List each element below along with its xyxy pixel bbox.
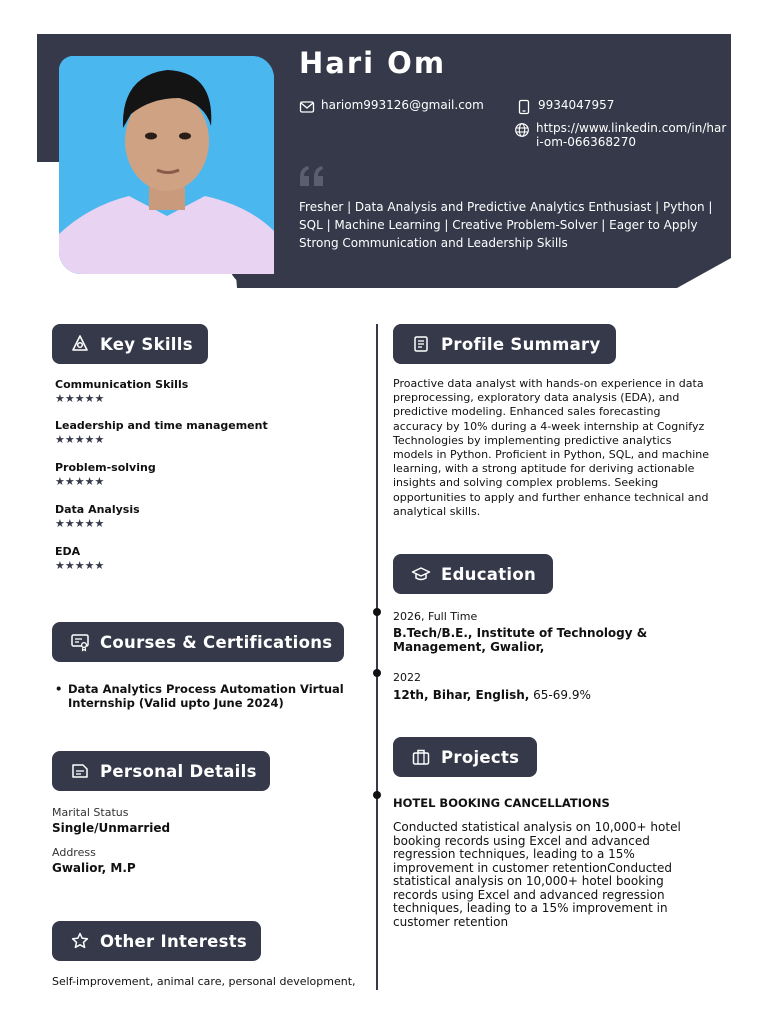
skill-rating: ★★★★★ (55, 392, 105, 405)
skills-icon (70, 334, 90, 354)
candidate-name: Hari Om (299, 46, 447, 80)
course-text: Data Analytics Process Automation Virtual Internship (Valid upto June 2024) (68, 682, 344, 710)
projects-heading (393, 737, 537, 777)
contact-linkedin[interactable] (514, 121, 729, 149)
contact-email[interactable] (299, 98, 484, 115)
project-description: Conducted statistical analysis on 10,000+ hotel booking records using Excel and advanced regression techniques, leading to a 15% improvement in customer retentionConducted statistical analysis on 10,000+ hotel booking records using Excel and advanced regression techniques, leading to a 15% improvement in customer retention (393, 820, 681, 929)
phone-icon (516, 99, 532, 115)
projects-title: Projects (441, 747, 520, 767)
contact-phone[interactable] (516, 98, 614, 115)
other-interests-title: Other Interests (100, 931, 248, 951)
profile-summary-text: Proactive data analyst with hands-on experience in data preprocessing, exploratory data analysis (EDA), and predictive modeling. Enhanced sales forecasting accuracy by 10% during a 4-week internship at Cognifyz Technologies by implementing predictive analytics models in Python. Proficient in Python, SQL, and machine learning, with a strong aptitude for deriving actionable insights and solving complex problems. Seeking opportunities to apply and further enhance technical and analytical skills. (393, 377, 710, 518)
key-skills-title: Key Skills (100, 334, 193, 354)
quote-icon (298, 164, 328, 188)
course-item (55, 683, 365, 711)
skill-rating: ★★★★★ (55, 433, 105, 446)
profile-summary-heading (393, 324, 616, 364)
graduation-cap-icon (411, 564, 431, 584)
marital-label: Marital Status (52, 806, 129, 819)
profile-tagline: Fresher | Data Analysis and Predictive Analytics Enthusiast | Python | SQL | Machine Learning | Creative Problem-Solver | Eager to Apply Strong Communication and Leadership Skills (299, 200, 713, 250)
education-heading (393, 554, 553, 594)
skill-rating: ★★★★★ (55, 517, 105, 530)
document-icon (411, 334, 431, 354)
education-meta: 2026, Full Time (393, 610, 478, 623)
skill-name: Leadership and time management (55, 419, 268, 432)
phone-text: 9934047957 (538, 98, 615, 112)
project-name: HOTEL BOOKING CANCELLATIONS (393, 796, 610, 810)
education-meta: 2022 (393, 671, 421, 684)
skill-name: EDA (55, 545, 81, 558)
education-title-text: B.Tech/B.E., Institute of Technology & Management, Gwalior, (393, 626, 648, 654)
timeline-dot (373, 791, 381, 799)
profile-photo (59, 56, 274, 274)
education-entry (393, 688, 591, 702)
star-outline-icon (70, 931, 90, 951)
address-value: Gwalior, M.P (52, 861, 136, 875)
certificate-icon (70, 632, 90, 652)
marital-value: Single/Unmarried (52, 821, 171, 835)
skill-rating: ★★★★★ (55, 559, 105, 572)
timeline-dot (373, 608, 381, 616)
email-text: hariom993126@gmail.com (321, 98, 484, 112)
skill-rating: ★★★★★ (55, 475, 105, 488)
skill-name: Problem-solving (55, 461, 156, 474)
profile-summary-title: Profile Summary (441, 334, 601, 354)
key-skills-heading (52, 324, 208, 364)
education-score: 65-69.9% (533, 688, 591, 702)
interests-text: Self-improvement, animal care, personal development, (52, 975, 356, 988)
courses-title: Courses & Certifications (100, 632, 333, 652)
briefcase-icon (411, 747, 431, 767)
address-label: Address (52, 846, 96, 859)
skill-name: Data Analysis (55, 503, 140, 516)
email-icon (299, 99, 315, 115)
education-title-text: 12th, Bihar, English, (393, 688, 530, 702)
linkedin-text: https://www.linkedin.com/in/hari-om-066368270 (536, 121, 727, 149)
id-card-icon (70, 761, 90, 781)
bullet: • (55, 682, 63, 696)
timeline-dot (373, 669, 381, 677)
personal-details-heading (52, 751, 270, 791)
globe-icon (514, 122, 530, 138)
other-interests-heading (52, 921, 261, 961)
courses-heading (52, 622, 344, 662)
education-title: Education (441, 564, 537, 584)
column-divider (376, 324, 378, 990)
skill-name: Communication Skills (55, 378, 189, 391)
personal-details-title: Personal Details (100, 761, 257, 781)
